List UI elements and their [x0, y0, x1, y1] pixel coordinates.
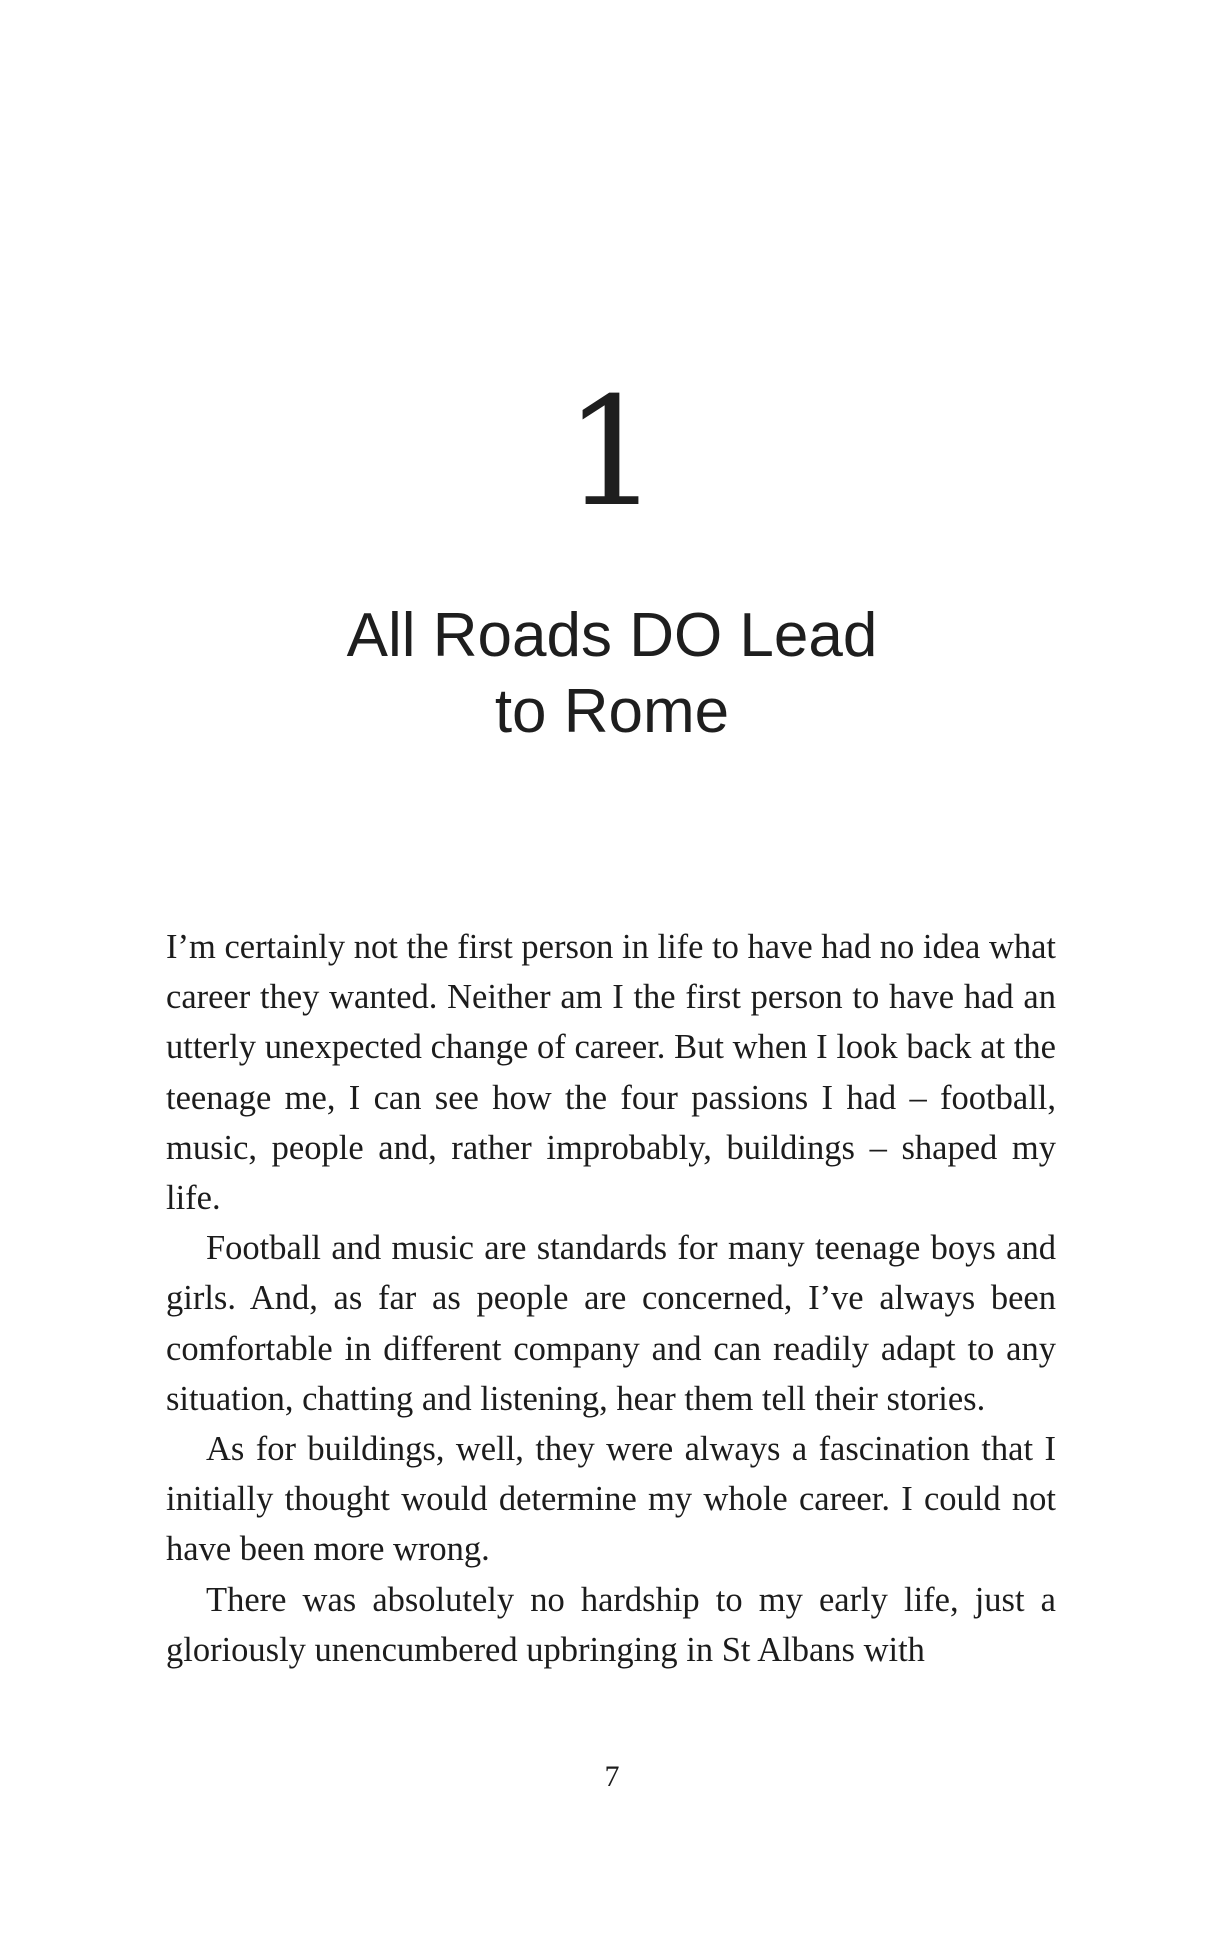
paragraph-2: Football and music are standards for many teenage boys and girls. And, as far as people are concerned, I’ve always been comfortable in different company and can readily adapt to any situation, chatting and listening, hear them tell their stories.: [166, 1229, 1056, 1418]
chapter-title-line-2: to Rome: [494, 677, 730, 746]
paragraph-3: As for buildings, well, they were always a fascination that I initially thought would determine my whole career. I could not have been more wrong.: [166, 1430, 1056, 1569]
paragraph-4: There was absolutely no hardship to my early life, just a gloriously unencumbered upbringing in St Albans with: [166, 1580, 1056, 1669]
page-number: 7: [604, 1760, 620, 1793]
chapter-title-line-1: All Roads DO Lead: [346, 601, 878, 670]
paragraph-1: I’m certainly not the first person in life to have had no idea what career they wanted. Neither am I the first person to have had an utterly unexpected change of career. But when I look back at the teenage me, I can see how the four passions I had – football, music, people and, rather improbably, buildings – shaped my life.: [166, 928, 1057, 1218]
chapter-title: [0, 598, 1224, 750]
body-text: [166, 922, 1056, 1675]
chapter-number: 1: [564, 366, 660, 540]
